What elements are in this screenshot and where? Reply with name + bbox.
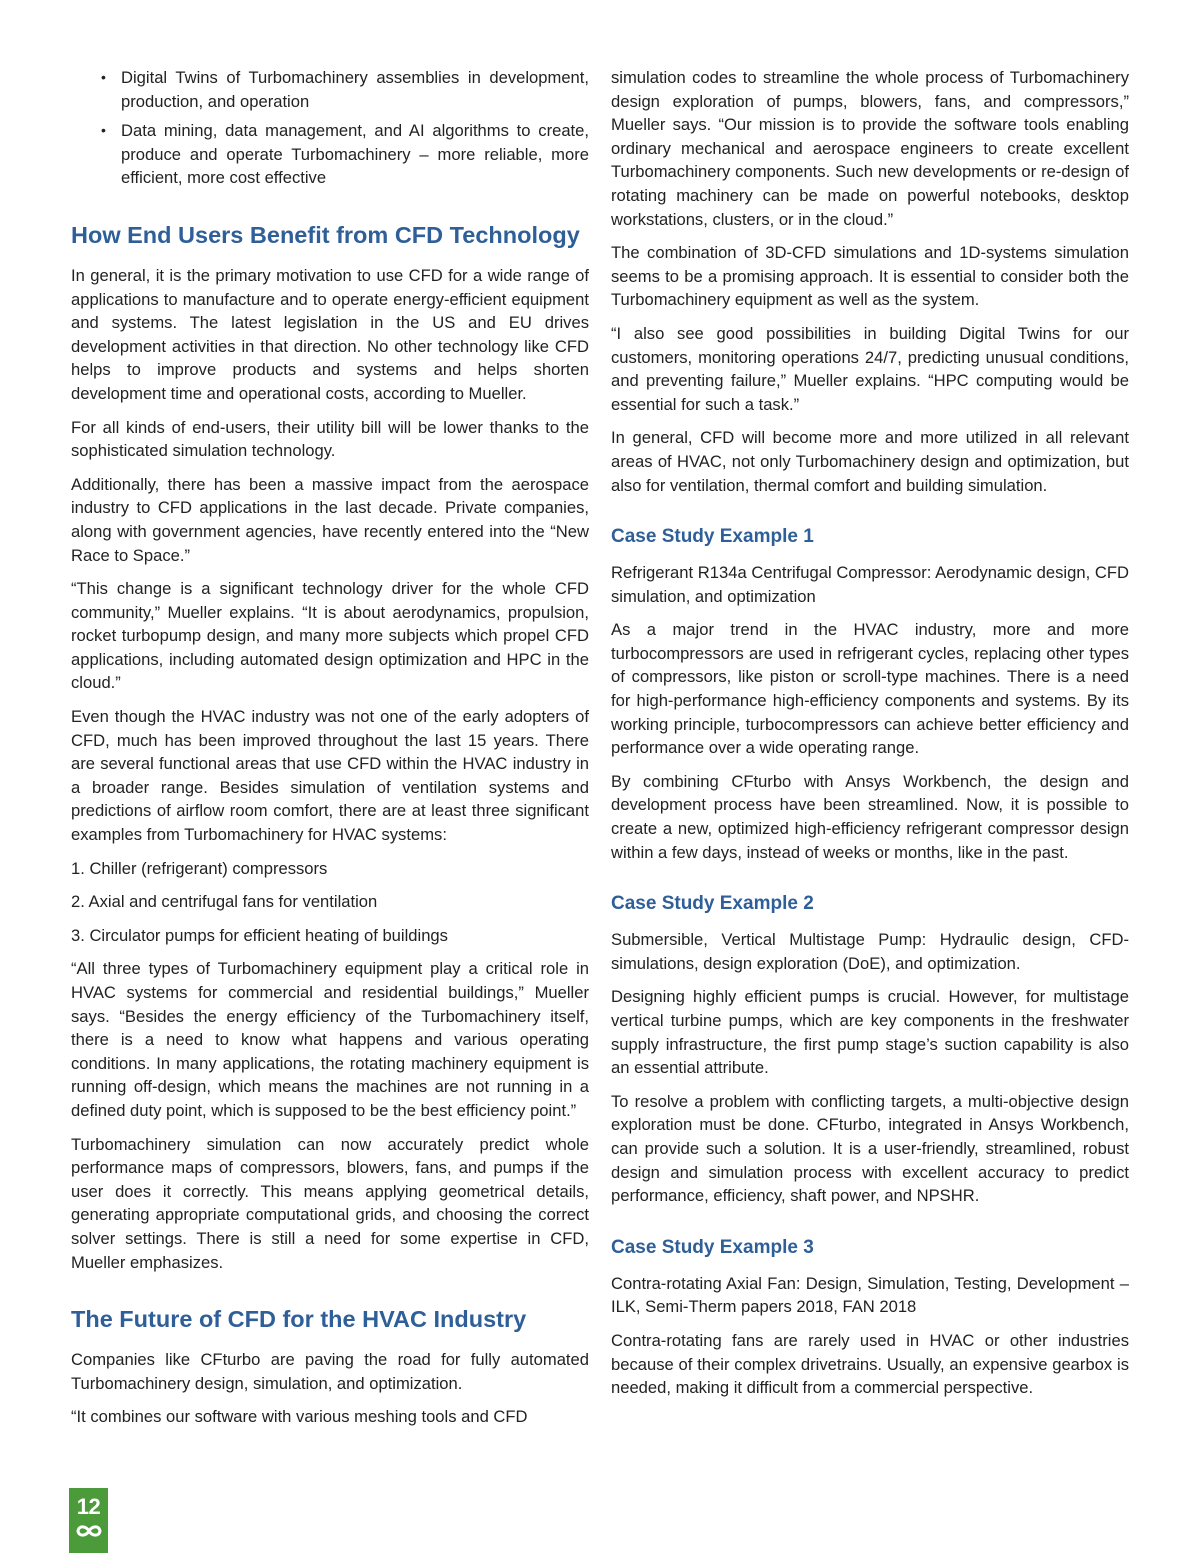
paragraph: “All three types of Turbomachinery equipment play a critical role in HVAC systems for commercial and residential buildings,” Mueller says. “Besides the energy efficiency of the Turbomachinery itself, there is a need to know what happens and various operating conditions. In many applications, the rotating machinery equipment is running off-design, which means the machines are not running in a defined duty point, which is supposed to be the best efficiency point.” [71,959,589,1120]
case-study-heading-1: Case Study Example 1 [611,526,814,548]
paragraph: Even though the HVAC industry was not one of the early adopters of CFD, much has been improved throughout the last 15 years. There are several functional areas that use CFD within the HVAC industry in a broader range. Besides simulation of ventilation systems and predictions of airflow room comfort, there are at least three significant examples from Turbomachinery for HVAC systems: [71,707,589,845]
page-number-badge [69,1488,108,1553]
paragraph: Companies like CFturbo are paving the road for fully automated Turbomachinery design, simulation, and optimization. [71,1350,589,1393]
paragraph: In general, it is the primary motivation to use CFD for a wide range of applications to manufacture and to operate energy-efficient equipment and systems. The latest legislation in the US and EU drives development activities in that direction. No other technology like CFD helps to improve products and systems and helps shorten development time and operational costs, according to Mueller. [71,265,589,403]
paragraph: As a major trend in the HVAC industry, more and more turbocompressors are used in refrigerant cycles, replacing other types of compressors, like piston or scroll-type machines. There is a need for high-performance high-efficiency components and systems. By its working principle, turbocompressors can achieve better efficiency and performance over a wide operating range. [611,620,1129,758]
page-number: 12 [76,1494,101,1519]
numbered-item: 1. Chiller (refrigerant) compressors [71,858,328,878]
list-item: • Data mining, data management, and AI algorithms to create, produce and operate Turbomachinery – more reliable, more efficient, more cost effective [101,121,589,188]
paragraph: “I also see good possibilities in building Digital Twins for our customers, monitoring operations 24/7, predicting unusual conditions, and preventing failure,” Mueller explains. “HPC computing would be essential for such a task.” [611,323,1129,414]
paragraph: Designing highly efficient pumps is crucial. However, for multistage vertical turbine pumps, which are key components in the freshwater supply infrastructure, the first pump stage’s suction capability is also an essential attribute. [611,987,1129,1078]
paragraph: To resolve a problem with conflicting targets, a multi-objective design exploration must be done. CFturbo, integrated in Ansys Workbench, can provide such a solution. It is a user-friendly, streamlined, robust design and simulation process with excellent accuracy to predict performance, efficiency, shaft power, and NPSHR. [611,1091,1129,1206]
case-study-heading-2: Case Study Example 2 [611,893,814,915]
section-heading-end-users: How End Users Benefit from CFD Technology [71,221,580,248]
bullet-icon: • [101,69,106,85]
paragraph: “It combines our software with various meshing tools and CFD [71,1407,528,1427]
left-column [71,66,589,1439]
section-heading-future: The Future of CFD for the HVAC Industry [71,1306,527,1333]
bullet-icon: • [101,122,106,139]
paragraph: In general, CFD will become more and more utilized in all relevant areas of HVAC, not only Turbomachinery design and optimization, but also for ventilation, thermal comfort and building simulation. [611,428,1129,495]
paragraph: Turbomachinery simulation can now accurately predict whole performance maps of compressors, blowers, fans, and pumps if the user does it correctly. This means applying geometrical details, generating appropriate computational grids, and choosing the correct solver settings. There is still a need for some expertise in CFD, Mueller emphasizes. [71,1134,589,1272]
paragraph: The combination of 3D-CFD simulations and 1D-systems simulation seems to be a promising approach. It is essential to consider both the Turbomachinery equipment as well as the system. [611,243,1129,310]
numbered-item: 3. Circulator pumps for efficient heating of buildings [71,925,448,945]
paragraph: By combining CFturbo with Ansys Workbench, the design and development process have been streamlined. Now, it is possible to create a new, optimized high-efficiency refrigerant compressor design within a few days, instead of weeks or months, like in the past. [611,771,1129,862]
bullet-list [71,66,589,190]
list-item: • Digital Twins of Turbomachinery assemblies in development, production, and operation [101,68,589,111]
paragraph: Contra-rotating fans are rarely used in HVAC or other industries because of their complex drivetrains. Usually, an expensive gearbox is needed, making it difficult from a commercial perspective. [611,1330,1129,1398]
paragraph: simulation codes to streamline the whole process of Turbomachinery design exploration of pumps, blowers, fans, and compressors,” Mueller says. “Our mission is to provide the software tools enabling ordinary mechanical and aerospace engineers to create excellent Turbomachinery components. Such new developments or re-design of rotating machinery can be made on powerful notebooks, desktop workstations, clusters, or in the cloud.” [611,68,1129,229]
case-study-heading-3: Case Study Example 3 [611,1236,814,1258]
paragraph: Additionally, there has been a massive impact from the aerospace industry to CFD applications in the last decade. Private companies, along with government agencies, have recently entered into the “New Race to Space.” [71,474,589,565]
paragraph: Submersible, Vertical Multistage Pump: Hydraulic design, CFD-simulations, design exploration (DoE), and optimization. [611,930,1129,973]
numbered-item: 2. Axial and centrifugal fans for ventilation [71,892,378,912]
infinity-icon [74,1522,104,1540]
paragraph: “This change is a significant technology driver for the whole CFD community,” Mueller explains. “It is about aerodynamics, propulsion, rocket turbopump design, and many more subjects which propel CFD applications, including automated design optimization and HPC in the cloud.” [71,579,589,693]
right-column [611,66,1129,1410]
paragraph: Contra-rotating Axial Fan: Design, Simulation, Testing, Development – ILK, Semi-Therm papers 2018, FAN 2018 [611,1273,1129,1317]
paragraph: For all kinds of end-users, their utility bill will be lower thanks to the sophisticated simulation technology. [71,417,589,461]
paragraph: Refrigerant R134a Centrifugal Compressor: Aerodynamic design, CFD simulation, and optimization [611,563,1129,606]
